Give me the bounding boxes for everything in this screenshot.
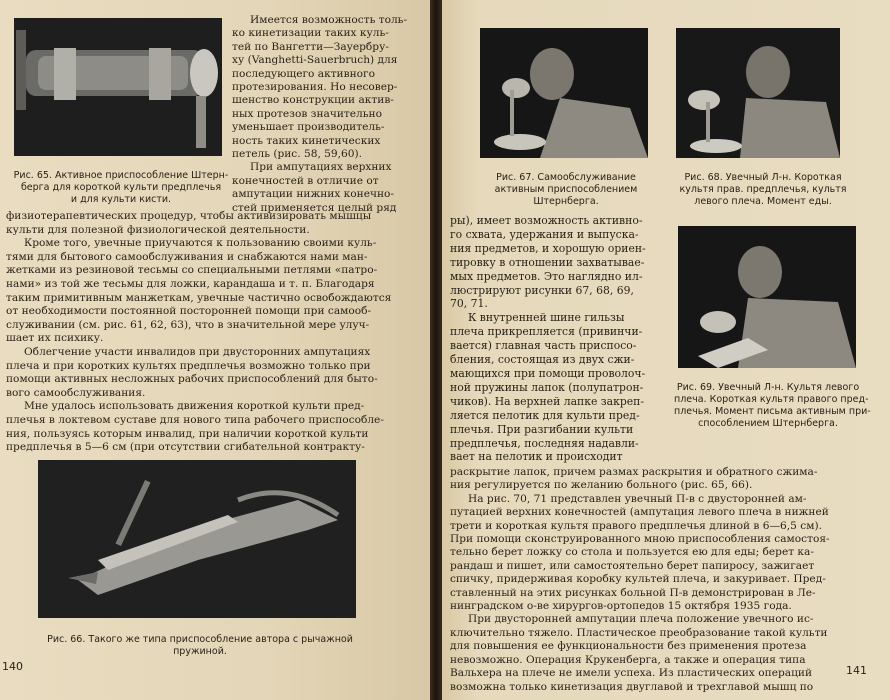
text-line: мающихся при помощи проволоч-	[450, 366, 646, 380]
text-line: При ампутациях верхних	[250, 161, 392, 174]
right-body-text	[450, 466, 864, 694]
text-line: вого самообслуживания.	[6, 386, 146, 399]
text-line: рандаш и пишет, или самостоятельно берет папиросу, зажигает	[450, 559, 815, 572]
text-line: плеча прикрепляется (привинчи-	[450, 325, 643, 339]
text-line: тировку в отношении захватывае-	[450, 255, 645, 269]
caption-line: плеча. Короткая культя правого пред-	[674, 394, 869, 405]
figure-68-caption	[668, 172, 858, 208]
text-line: плеча и при коротких культях предплечья возможно только при	[6, 359, 371, 372]
caption-line: плечья. Момент письма активным при-	[674, 406, 871, 417]
text-line: шает их психику.	[6, 332, 104, 345]
caption-line: Рис. 65. Активное приспособление Штерн-	[13, 170, 229, 181]
text-line: ность таких кинетических	[232, 134, 381, 147]
text-line: мых предметов. Это наглядно ил-	[450, 269, 643, 283]
text-line: последующего активного	[232, 67, 375, 80]
text-line: Имеется возможность толь-	[250, 14, 408, 26]
text-line: бления, состоящая из двух сжи-	[450, 353, 635, 367]
text-line: раскрытие лапок, причем размах раскрытия и обратного сжима-	[450, 466, 818, 478]
figure-68-photo	[676, 28, 840, 158]
text-line: нами» из той же тесьмы для ложки, карандаша и т. п. Благодаря	[6, 277, 375, 290]
text-line: ния предметов, и хорошую ориен-	[450, 241, 646, 255]
text-line: Мне удалось использовать движения короткой культи пред-	[24, 400, 365, 413]
caption-line: Рис. 69. Увечный Л-н. Культя левого	[676, 382, 860, 393]
text-line: помощи активных несложных рабочих приспособлений для быто-	[6, 373, 378, 386]
caption-line: культя прав. предплечья, культя	[679, 184, 847, 195]
text-line: ния регулируется по желанию больного (рис. 65, 66).	[450, 479, 753, 492]
left-body-text	[6, 210, 420, 455]
text-line: Вальхера на плече не имели успеха. Из пластических операций	[450, 667, 813, 680]
text-line: плечья. При разгибании культи	[450, 422, 634, 436]
figure-66-caption	[30, 634, 370, 658]
caption-line: Рис. 66. Такого же типа приспособление автора с рычажной	[47, 634, 353, 645]
text-line: путацией верхних конечностей (ампутация левого плеча в нижней	[450, 506, 829, 519]
text-line: ампутации нижних конечно-	[232, 188, 395, 201]
text-line: шенство конструкции актив-	[232, 94, 394, 107]
text-line: ху (Vanghetti-Sauerbruch) для	[232, 54, 398, 67]
figure-69-image	[678, 226, 856, 368]
text-line: тельно берет ложку со стола и пользуется ею для еды; берет ка-	[450, 546, 814, 559]
caption-line: Рис. 67. Самообслуживание	[496, 172, 636, 183]
figure-67-photo	[480, 28, 648, 158]
text-line: вается) главная часть приспосо-	[450, 339, 637, 353]
text-line: невозможно. Операция Крукенберга, а также и операция типа	[450, 653, 806, 666]
text-line: конечностей в отличие от	[232, 174, 379, 187]
text-line: ной пружины лапок (полупатрон-	[450, 380, 644, 394]
caption-line: Рис. 68. Увечный Л-н. Короткая	[684, 172, 842, 183]
right-column-text	[450, 214, 664, 464]
text-line: таким примитивным манжеткам, увечные частично освобождаются	[6, 291, 392, 304]
text-line: возможна только кинетизация двуглавой и трехглавой мышц по	[450, 680, 814, 693]
text-line: го схвата, удержания и выпуска-	[450, 227, 639, 241]
text-line: предплечья, последняя надавли-	[450, 436, 639, 450]
text-line: стей применяется целый ряд	[232, 201, 397, 214]
text-line: ко кинетизации таких куль-	[232, 27, 389, 40]
caption-line: активным приспособлением	[494, 184, 638, 195]
text-line: ставленный на этих рисунках больной П-в демонстрирован в Ле-	[450, 586, 816, 599]
text-line: ляется пелотик для культи пред-	[450, 408, 640, 422]
figure-68-image	[676, 28, 840, 158]
text-line: от необходимости постоянной посторонней помощи при самооб-	[6, 305, 372, 318]
text-line: культи для полезной физиологической деятельности.	[6, 223, 310, 236]
figure-65-caption	[6, 170, 236, 206]
page-number-right: 141	[846, 664, 867, 677]
figure-67-image	[480, 28, 648, 158]
text-line: плечья в локтевом суставе для нового типа рабочего приспособле-	[6, 413, 384, 426]
text-line: нинградском о-ве хирургов-ортопедов 15 октября 1935 года.	[450, 600, 792, 613]
text-line: чиков). На верхней лапке закреп-	[450, 394, 644, 408]
left-page	[0, 0, 430, 700]
text-line: петель (рис. 58, 59,60).	[232, 148, 363, 161]
text-line: физиотерапевтических процедур, чтобы активизировать мышцы	[6, 210, 372, 222]
caption-line: левого плеча. Момент еды.	[694, 196, 832, 207]
text-line: уменьшает производитель-	[232, 121, 385, 134]
text-line: для повышения ее функциональности без применения протеза	[450, 640, 807, 653]
text-line: жетками из резиновой тесьмы со специальными петлями «патро-	[6, 264, 378, 277]
text-line: На рис. 70, 71 представлен увечный П-в с двусторонней ам-	[468, 492, 807, 505]
page-number-left: 140	[2, 660, 23, 673]
text-line: тей по Вангетти—Зауербру-	[232, 40, 389, 53]
text-line: люстрируют рисунки 67, 68, 69,	[450, 283, 634, 297]
book-gutter	[430, 0, 442, 700]
text-line: ных протезов значительно	[232, 107, 382, 120]
left-column-text	[232, 14, 418, 215]
text-line: протезирования. Но несовер-	[232, 81, 398, 94]
figure-65-photo	[14, 18, 222, 156]
figure-67-caption	[482, 172, 650, 208]
text-line: трети и короткая культя правого предплечья длиной в 6—6,5 см).	[450, 519, 822, 532]
text-line: ключительно тяжело. Пластическое преобразование такой культи	[450, 626, 828, 639]
text-line: К внутренней шине гильзы	[468, 311, 625, 325]
caption-line: пружиной.	[173, 646, 227, 657]
text-line: ры), имеет возможность активно-	[450, 214, 643, 227]
right-page	[442, 0, 890, 700]
caption-line: и для культи кисти.	[70, 194, 172, 205]
text-line: предплечья в 5—6 см (при отсутствии сгибательной контракту-	[6, 441, 365, 454]
text-line: 70, 71.	[450, 297, 488, 311]
text-line: ния, пользуясь которым инвалид, при наличии короткой культи	[6, 427, 369, 440]
text-line: вает на пелотик и происходит	[450, 450, 623, 464]
figure-69-caption	[674, 382, 871, 430]
text-line: спичку, придерживая коробку культей плеча, и закуривает. Пред-	[450, 573, 826, 586]
caption-line: Штернберга.	[533, 196, 599, 207]
text-line: При помощи сконструированного мною приспособления самостоя-	[450, 533, 830, 546]
figure-69-photo	[678, 226, 856, 368]
figure-66-image	[38, 460, 356, 618]
text-line: тями для бытового самообслуживания и снабжаются нами ман-	[6, 250, 368, 263]
figure-65-image	[14, 18, 222, 156]
text-line: служивании (см. рис. 61, 62, 63), что в значительной мере улуч-	[6, 318, 370, 331]
figure-66-photo	[38, 460, 356, 618]
caption-line: способлением Штернберга.	[698, 418, 838, 429]
text-line: При двусторонней ампутации плеча положение увечного ис-	[468, 613, 814, 626]
caption-line: берга для короткой культи предплечья	[20, 182, 222, 193]
text-line: Кроме того, увечные приучаются к пользованию своими куль-	[24, 237, 377, 250]
text-line: Облегчение участи инвалидов при двусторонних ампутациях	[24, 345, 371, 358]
